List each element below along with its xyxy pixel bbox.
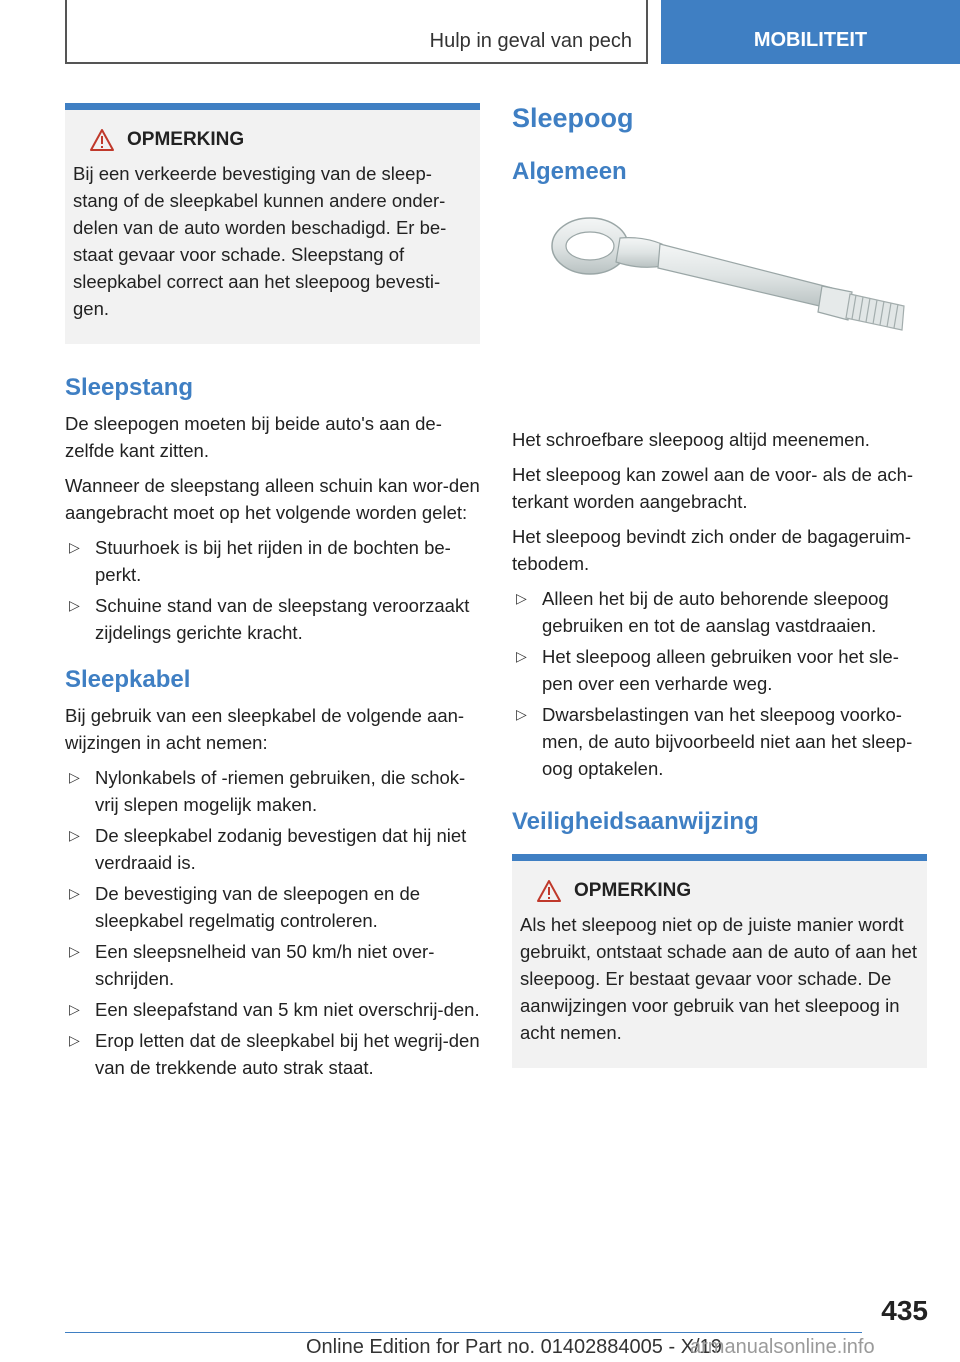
- sleepkabel-list: [65, 764, 480, 1081]
- sleepkabel-heading: Sleepkabel: [65, 666, 191, 693]
- algemeen-paragraph: Het sleepoog bevindt zich onder de bagageruim-tebodem.: [512, 526, 912, 574]
- header-chapter-label: MOBILITEIT: [753, 28, 868, 51]
- list-item: ▷ Erop letten dat de sleepkabel bij het wegrij-den van de trekkende auto strak staat.: [65, 1027, 480, 1081]
- footer-divider: [65, 1332, 862, 1333]
- tow-eye-image: [512, 204, 927, 394]
- sleepstang-paragraph: Wanneer de sleepstang alleen schuin kan wor-den aangebracht moet op het volgende worden gelet:: [65, 475, 480, 523]
- list-item: ▷ De sleepkabel zodanig bevestigen dat hij niet verdraaid is.: [65, 822, 480, 876]
- warning-note: [65, 103, 480, 344]
- sleepoog-heading: Sleepoog: [512, 103, 634, 133]
- algemeen-heading: Algemeen: [512, 158, 627, 185]
- safety-note-header: [536, 879, 919, 903]
- veiligheid-heading: Veiligheidsaanwijzing: [512, 808, 759, 835]
- list-item: ▷ De bevestiging van de sleepogen en de sleepkabel regelmatig controleren.: [65, 880, 480, 934]
- algemeen-paragraph: Het sleepoog kan zowel aan de voor- als de ach-terkant worden aangebracht.: [512, 464, 914, 512]
- list-item: ▷ Stuurhoek is bij het rijden in de bochten be-perkt.: [65, 534, 480, 588]
- list-item: ▷ Nylonkabels of -riemen gebruiken, die schok-vrij slepen mogelijk maken.: [65, 764, 480, 818]
- algemeen-list: [512, 585, 927, 782]
- left-column: [65, 103, 480, 1097]
- safety-note-text: Als het sleepoog niet op de juiste manier wordt gebruikt, ontstaat schade aan de auto of aan het sleepoog. Er bestaat gevaar voor schade. De aanwijzingen voor gebruik van het sleepoog in acht nemen.: [520, 914, 918, 1043]
- algemeen-paragraph: Het schroefbare sleepoog altijd meenemen.: [512, 429, 870, 450]
- sleepstang-heading: Sleepstang: [65, 374, 194, 401]
- page-number: 435: [881, 1295, 928, 1326]
- list-item: ▷ Alleen het bij de auto behorende sleepoog gebruiken en tot de aanslag vastdraaien.: [512, 585, 927, 639]
- list-item: ▷ Een sleepsnelheid van 50 km/h niet over-schrijden.: [65, 938, 480, 992]
- safety-note: [512, 854, 927, 1068]
- warning-triangle-icon: [89, 128, 115, 152]
- header-frame: [65, 0, 648, 64]
- sleepstang-list: [65, 534, 480, 646]
- list-item: ▷ Het sleepoog alleen gebruiken voor het sle-pen over een verharde weg.: [512, 643, 927, 697]
- tow-eye-illustration: [512, 204, 927, 394]
- warning-triangle-icon: [536, 879, 562, 903]
- list-item: ▷ Dwarsbelastingen van het sleepoog voorko-men, de auto bijvoorbeeld niet aan het sleep-oog optakelen.: [512, 701, 927, 782]
- footer-edition: Online Edition for Part no. 01402884005 - X/19: [306, 1336, 722, 1358]
- warning-note-header: [89, 128, 472, 152]
- warning-note-title: OPMERKING: [127, 129, 245, 150]
- warning-note-text: Bij een verkeerde bevestiging van de sleep-stang of de sleepkabel kunnen andere onder-delen van de auto worden beschadigd. Er be-staat gevaar voor schade. Sleepstang of sleepkabel correct aan het sleepoog bevesti-gen.: [73, 163, 447, 319]
- sleepkabel-paragraph: Bij gebruik van een sleepkabel de volgende aan-wijzingen in acht nemen:: [65, 705, 465, 753]
- right-column: [512, 103, 927, 1068]
- list-item: ▷ Een sleepafstand van 5 km niet overschrij-den.: [65, 996, 480, 1023]
- list-item: ▷ Schuine stand van de sleepstang veroorzaakt zijdelings gerichte kracht.: [65, 592, 480, 646]
- header-chapter-tab: [661, 0, 960, 64]
- footer-watermark: armanualsonline.info: [690, 1336, 875, 1358]
- sleepstang-paragraph: De sleepogen moeten bij beide auto's aan de-zelfde kant zitten.: [65, 413, 442, 461]
- safety-note-title: OPMERKING: [574, 880, 692, 901]
- header-section-title: Hulp in geval van pech: [429, 30, 632, 52]
